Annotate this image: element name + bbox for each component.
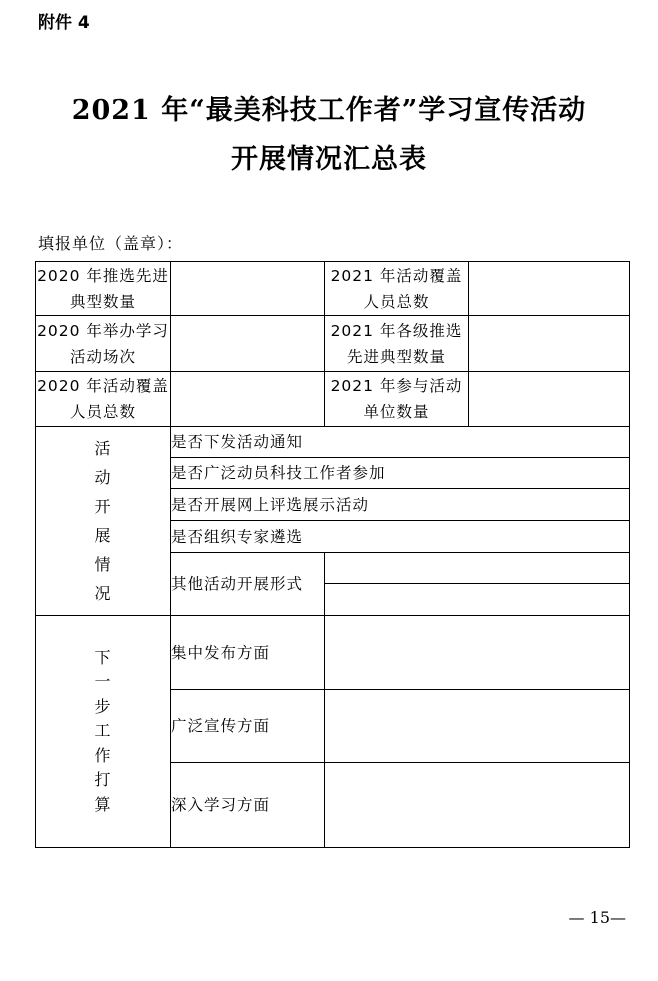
summary-value-cell[interactable] xyxy=(171,262,325,316)
activity-item: 是否开展网上评选展示活动 xyxy=(171,489,630,521)
summary-row xyxy=(36,262,630,316)
plan-item-input[interactable] xyxy=(325,616,630,690)
page-subtitle: 开展情况汇总表 xyxy=(231,144,427,175)
summary-label-cell: 2021 年参与活动单位数量 xyxy=(325,372,469,427)
summary-value-cell[interactable] xyxy=(469,262,630,316)
summary-row xyxy=(36,372,630,427)
activity-section-label xyxy=(36,427,171,616)
summary-value-cell[interactable] xyxy=(171,372,325,427)
plan-row xyxy=(36,616,630,690)
summary-row xyxy=(36,316,630,372)
summary-value-cell[interactable] xyxy=(469,372,630,427)
plan-item-label: 集中发布方面 xyxy=(171,616,325,690)
summary-label-cell: 2021 年各级推选先进典型数量 xyxy=(325,316,469,372)
plan-item-label: 深入学习方面 xyxy=(171,763,325,848)
activity-row xyxy=(36,427,630,458)
activity-section-text: 活动开展情况 xyxy=(94,439,112,603)
plan-item-input[interactable] xyxy=(325,690,630,763)
summary-label-cell: 2021 年活动覆盖人员总数 xyxy=(325,262,469,316)
other-activity-input-1[interactable] xyxy=(325,553,630,584)
plan-item-label: 广泛宣传方面 xyxy=(171,690,325,763)
plan-section-label xyxy=(36,616,171,848)
other-activity-label: 其他活动开展形式 xyxy=(171,553,325,616)
activity-item: 是否广泛动员科技工作者参加 xyxy=(171,458,630,489)
activity-item: 是否下发活动通知 xyxy=(171,427,630,458)
attachment-label: 附件 4 xyxy=(38,13,90,33)
plan-item-input[interactable] xyxy=(325,763,630,848)
plan-section-text: 下一步工作打算 xyxy=(94,647,112,814)
summary-value-cell[interactable] xyxy=(171,316,325,372)
summary-label-cell: 2020 年举办学习活动场次 xyxy=(36,316,171,372)
page-title: 2021 年“最美科技工作者”学习宣传活动 xyxy=(71,95,587,126)
activity-item: 是否组织专家遴选 xyxy=(171,521,630,553)
page-number: — 15— xyxy=(568,908,626,927)
summary-table xyxy=(35,261,630,848)
filler-unit-label: 填报单位（盖章）： xyxy=(38,234,184,253)
summary-value-cell[interactable] xyxy=(469,316,630,372)
summary-label-cell: 2020 年推选先进典型数量 xyxy=(36,262,171,316)
other-activity-input-2[interactable] xyxy=(325,584,630,616)
summary-label-cell: 2020 年活动覆盖人员总数 xyxy=(36,372,171,427)
